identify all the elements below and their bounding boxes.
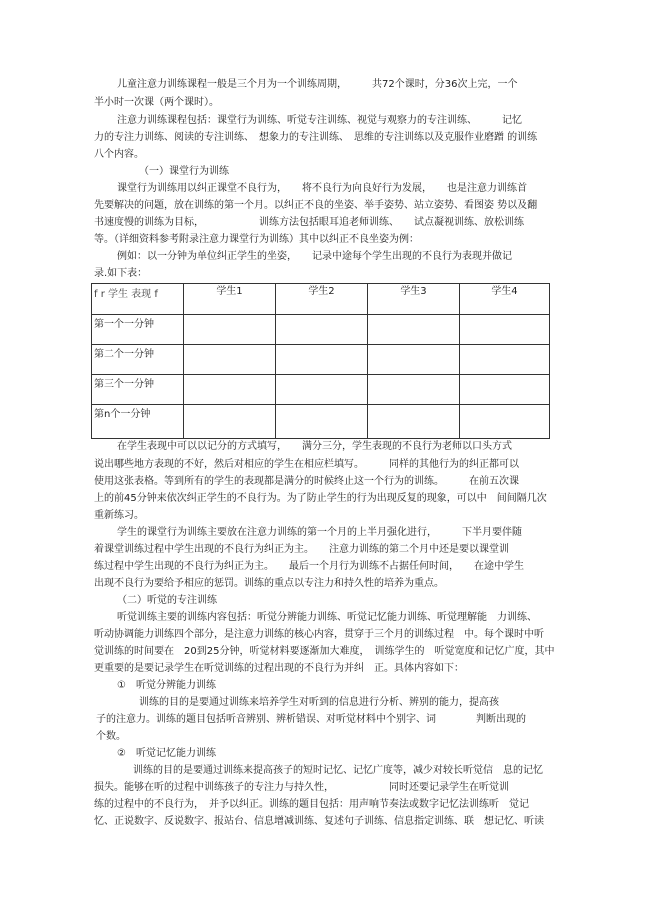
section-heading: （二）听觉的专注训练 [117, 595, 217, 606]
paragraph-line: 觉训练的时间要在 20到25分钟，听觉材料要逐渐加大难度， 训练学生的 听觉宽度和记忆广度，其中 [94, 646, 555, 657]
paragraph-line: 使用这张表格。等到所有的学生的表现都是满分的时候终止这一个行为的训练。 在前五次课 [94, 476, 519, 487]
table-cell [276, 315, 368, 345]
paragraph-line: 着课堂训练过程中学生出现的不良行为纠正为主。 注意力训练的第二个月中还是要以课堂训 [94, 544, 509, 555]
paragraph-line: 半小时一次课（两个课时）。 [94, 97, 219, 108]
table-cell [460, 405, 550, 439]
column-header: 学生3 [368, 284, 460, 315]
paragraph-line: 说出哪些地方表现的不好，然后对相应的学生在相应栏填写。 同样的其他行为的纠正都可以 [94, 459, 519, 470]
column-header: 学生2 [276, 284, 368, 315]
table-cell [276, 405, 368, 439]
paragraph-line: 注意力训练课程包括：课堂行为训练、听觉专注训练、视觉与观察力的专注训练、 记忆 [117, 115, 522, 126]
table-row [92, 315, 550, 345]
row-label: 第n个一分钟 [92, 405, 184, 439]
paragraph-line: 忆、正说数字、反说数字、报站台、信息增减训练、复述句子训练、信息指定训练、联 想记忆、听读 [94, 816, 544, 827]
column-header: 学生4 [460, 284, 550, 315]
table-cell [368, 375, 460, 405]
paragraph-line: 儿童注意力训练课程一般是三个月为一个训练周期， 共72个课时，分36次上完，一个 [117, 79, 518, 90]
paragraph-line: 先要解决的问题，放在训练的第一个月。以纠正不良的坐姿、举手姿势、站立姿势、看图姿 势以及翻 [94, 200, 538, 211]
paragraph-line: 八个内容。 [94, 149, 144, 160]
row-label: 第一个一分钟 [92, 315, 184, 345]
column-header: 学生1 [184, 284, 276, 315]
table-header-row [92, 284, 550, 315]
paragraph-line: 听动协调能力训练四个部分，是注意力训练的核心内容，贯穿于三个月的训练过程 中。每个课时中听 [94, 629, 544, 640]
table-cell [368, 405, 460, 439]
table-row [92, 375, 550, 405]
table-cell [460, 375, 550, 405]
section-heading: （一）课堂行为训练 [139, 166, 229, 177]
paragraph-line: 学生的课堂行为训练主要放在注意力训练的第一个月的上半月强化进行， 下半月要伴随 [117, 527, 522, 538]
subsection-heading: ① 听觉分辨能力训练 [117, 680, 216, 691]
paragraph-line: 训练的目的是要通过训练来培养学生对听到的信息进行分析、辨别的能力，提高孩 [139, 697, 499, 708]
paragraph-line: 上的前45分钟来依次纠正学生的不良行为。为了防止学生的行为出现反复的现象，可以中 间间隔几次 [94, 493, 547, 504]
paragraph-line: 出现不良行为要给予相应的惩罚。训练的重点以专注力和持久性的培养为重点。 [94, 578, 444, 589]
paragraph-line: 个数。 [96, 731, 126, 742]
table-cell [184, 345, 276, 375]
row-label: 第三个一分钟 [92, 375, 184, 405]
paragraph-line: 重新练习。 [94, 510, 144, 521]
table-corner-cell: f r 学生 表现 f [92, 284, 184, 315]
paragraph-line: 更重要的是要记录学生在听觉训练的过程出现的不良行为并纠 正。具体内容如下： [94, 663, 464, 674]
row-label: 第二个一分钟 [92, 345, 184, 375]
paragraph-line: 在学生表现中可以以记分的方式填写， 满分三分，学生表现的不良行为老师以口头方式 [117, 441, 512, 452]
paragraph-line: 等。（详细资料参考附录注意力课堂行为训练）其中以纠正不良坐姿为例： [94, 234, 419, 245]
paragraph-line: 训练的目的是要通过训练来提高孩子的短时记忆、记忆广度等，减少对较长听觉信 息的记忆 [133, 765, 543, 776]
paragraph-line: 损失。能够在听的过程中训练孩子的专注力与持久性， 同时还要记录学生在听觉训 [94, 782, 509, 793]
table-cell [368, 345, 460, 375]
paragraph-line: 录.如下表： [94, 268, 148, 279]
table-row [92, 345, 550, 375]
table-cell [184, 315, 276, 345]
table-cell [276, 375, 368, 405]
paragraph-line: 子的注意力。训练的题目包括听音辨别、辨析错误、对听觉材料中个别字、词 判断出现的 [96, 714, 526, 725]
paragraph-line: 练过程中学生出现的不良行为纠正为主。 最后一个月行为训练不占据任何时间， 在途中学生 [94, 561, 524, 572]
table-row [92, 405, 550, 439]
behavior-record-table [91, 283, 550, 439]
paragraph-line: 例如：以一分钟为单位纠正学生的坐姿， 记录中途每个学生出现的不良行为表现并做记 [117, 251, 512, 262]
table-cell [184, 375, 276, 405]
table-cell [184, 405, 276, 439]
subsection-heading: ② 听觉记忆能力训练 [117, 748, 216, 759]
paragraph-line: 力的专注力训练、阅读的专注训练、 想象力的专注训练、 思维的专注训练以及克服作业磨蹭 的训练 [94, 132, 538, 143]
paragraph-line: 听觉训练主要的训练内容包括：听觉分辨能力训练、听觉记忆能力训练、听觉理解能 力训练、 [117, 612, 537, 623]
paragraph-line: 书速度慢的训练为目标， 训练方法包括眼耳追老师训练、 试点凝视训练、放松训练 [94, 217, 524, 228]
table-cell [460, 315, 550, 345]
paragraph-line: 课堂行为训练用以纠正课堂不良行为， 将不良行为向良好行为发展， 也是注意力训练首 [117, 183, 527, 194]
table-cell [368, 315, 460, 345]
paragraph-line: 练的过程中的不良行为， 并予以纠正。训练的题目包括：用声响节奏法或数字记忆法训练听 觉记 [94, 799, 529, 810]
table-cell [276, 345, 368, 375]
table-cell [460, 345, 550, 375]
